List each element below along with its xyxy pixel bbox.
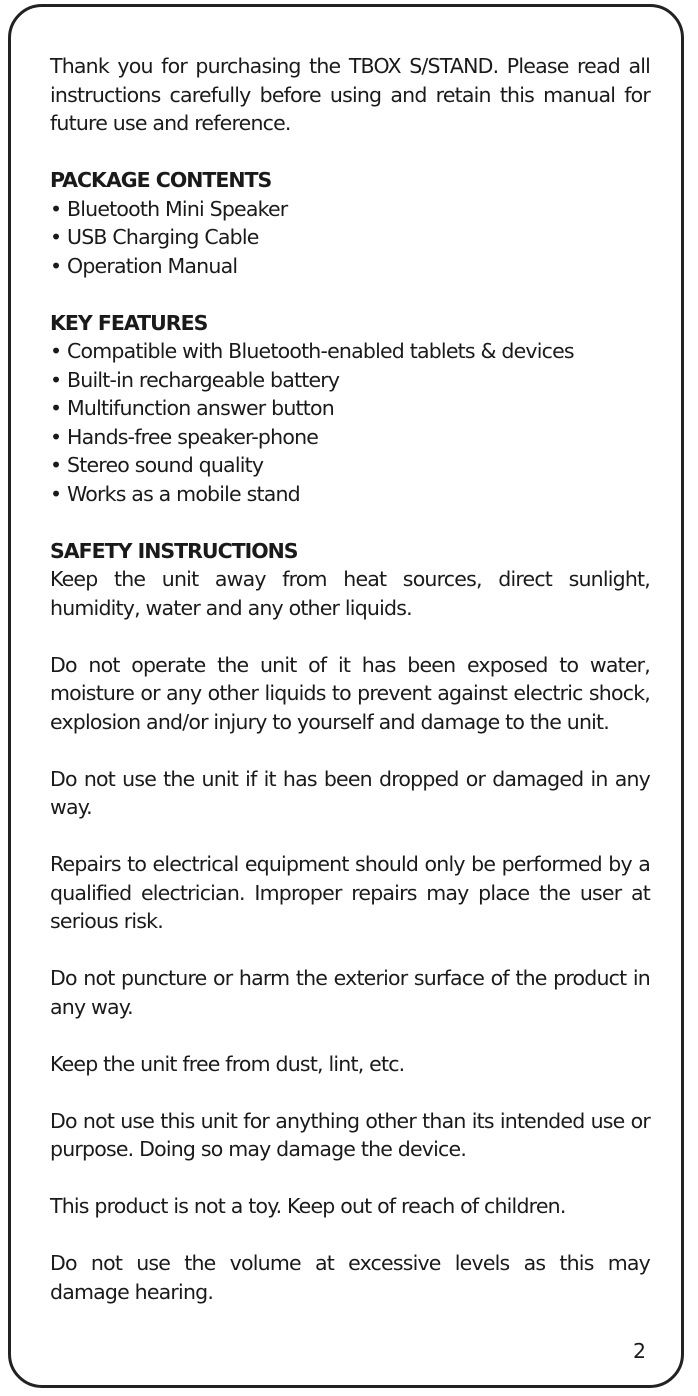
list-item: • Multifunction answer button: [50, 394, 650, 423]
list-item: • Works as a mobile stand: [50, 480, 650, 509]
safety-paragraph: Do not use this unit for anything other than its intended use or purpose. Doing so may damage the device.: [50, 1108, 650, 1161]
safety-paragraph: Repairs to electrical equipment should only be performed by a qualified electrician. Improper repairs may place the user at serious risk.: [50, 852, 650, 933]
list-item: • Hands-free speaker-phone: [50, 423, 650, 452]
safety-paragraph: Do not use the volume at excessive levels as this may damage hearing.: [50, 1251, 650, 1304]
list-item: • Bluetooth Mini Speaker: [50, 195, 650, 224]
safety-paragraph: Keep the unit away from heat sources, direct sunlight, humidity, water and any other liquids.: [50, 567, 650, 620]
key-features-list: [50, 337, 650, 508]
list-item: • Operation Manual: [50, 252, 650, 281]
list-item: • Stereo sound quality: [50, 451, 650, 480]
package-contents-heading: PACKAGE CONTENTS: [50, 168, 272, 192]
list-item: • USB Charging Cable: [50, 223, 650, 252]
key-features-heading: KEY FEATURES: [50, 310, 208, 335]
safety-instructions-heading: SAFETY INSTRUCTIONS: [50, 538, 298, 563]
package-contents-list: [50, 195, 650, 281]
safety-paragraph: Do not puncture or harm the exterior surface of the product in any way.: [50, 966, 650, 1019]
safety-paragraph: Do not use the unit if it has been dropped or damaged in any way.: [50, 766, 650, 819]
intro-paragraph: Thank you for purchasing the TBOX S/STAND. Please read all instructions carefully before using and retain this manual for future use and reference.: [50, 54, 650, 135]
safety-paragraph: Keep the unit free from dust, lint, etc.: [50, 1051, 405, 1076]
manual-content: [50, 52, 650, 1335]
page-number: 2: [632, 1339, 646, 1363]
safety-paragraph: Do not operate the unit of it has been exposed to water, moisture or any other liquids to prevent against electric shock, explosion and/or injury to yourself and damage to the unit.: [50, 652, 650, 734]
list-item: • Compatible with Bluetooth-enabled tablets & devices: [50, 337, 650, 366]
safety-paragraph: This product is not a toy. Keep out of reach of children.: [50, 1194, 566, 1218]
list-item: • Built-in rechargeable battery: [50, 366, 650, 395]
